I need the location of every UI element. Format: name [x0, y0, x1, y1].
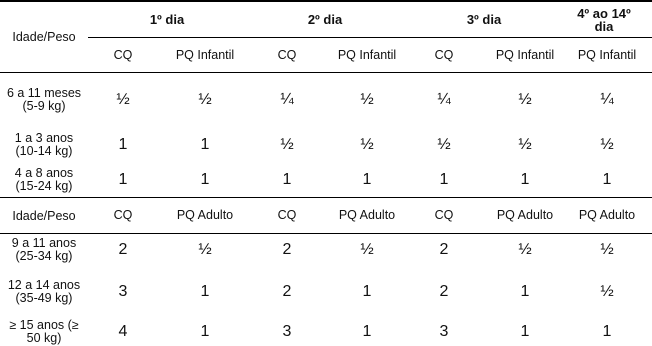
dose-cell: 1 [520, 282, 530, 300]
dose-cell: ½ [198, 240, 212, 258]
age-weight-cell: 1 a 3 anos (10-14 kg) [14, 130, 74, 158]
sub-header-cell: CQ [113, 208, 133, 222]
sub-header-cell: PQ Infantil [175, 47, 235, 62]
sub-header-cell: PQ Infantil [337, 47, 397, 62]
dose-cell: ½ [360, 135, 374, 153]
dose-cell: ¼ [437, 91, 451, 108]
age-weight-cell: 6 a 11 meses (5-9 kg) [6, 86, 82, 113]
dose-cell: 2 [439, 282, 449, 300]
dose-cell: 1 [118, 170, 128, 188]
dose-cell: ½ [198, 91, 212, 108]
sub-header-cell: PQ Adulto [338, 208, 396, 222]
dose-cell: 1 [118, 135, 128, 153]
dose-cell: ½ [518, 91, 532, 108]
dose-cell: 1 [362, 323, 372, 340]
age-weight-cell: 4 a 8 anos (15-24 kg) [14, 165, 74, 193]
dose-cell: ½ [437, 135, 451, 153]
sub-header-cell: CQ [113, 47, 133, 62]
dose-cell: 1 [200, 282, 210, 300]
age-weight-header: Idade/Peso [12, 29, 76, 44]
dose-cell: 4 [118, 323, 128, 340]
sub-header-cell: PQ Adulto [176, 208, 234, 222]
dose-cell: ½ [518, 240, 532, 258]
dose-cell: ½ [518, 135, 532, 153]
dose-cell: 2 [282, 282, 292, 300]
dose-cell: ½ [360, 91, 374, 108]
age-weight-header-2: Idade/Peso [12, 208, 76, 223]
dose-cell: ½ [600, 240, 614, 258]
dose-cell: 3 [439, 323, 449, 340]
dose-cell: 1 [602, 170, 612, 188]
sub-header-cell: CQ [434, 208, 454, 222]
dose-cell: ½ [600, 135, 614, 153]
dose-cell: 3 [118, 282, 128, 300]
day-1-header: 1º dia [149, 12, 185, 27]
age-weight-cell: 12 a 14 anos (35-49 kg) [7, 277, 81, 305]
dose-cell: 1 [520, 323, 530, 340]
dose-cell: 1 [602, 323, 612, 340]
sub-header-cell: PQ Infantil [577, 47, 637, 62]
dose-cell: 3 [282, 323, 292, 340]
sub-header-cell: CQ [434, 47, 454, 62]
dose-cell: 2 [118, 240, 128, 258]
age-weight-cell: ≥ 15 anos (≥ 50 kg) [9, 318, 79, 345]
day-3-header: 3º dia [466, 12, 502, 27]
dose-cell: 1 [282, 170, 292, 188]
dose-cell: 1 [362, 170, 372, 188]
dose-cell: ½ [600, 282, 614, 300]
sub-header-cell: PQ Infantil [495, 47, 555, 62]
sub-header-cell: PQ Adulto [578, 208, 636, 222]
dose-cell: 2 [282, 240, 292, 258]
dose-cell: ¼ [600, 91, 614, 108]
dose-cell: 2 [439, 240, 449, 258]
day-2-header: 2º dia [307, 12, 343, 27]
dose-cell: 1 [362, 282, 372, 300]
dose-cell: 1 [439, 170, 449, 188]
dose-cell: ½ [280, 135, 294, 153]
dose-cell: ½ [116, 91, 130, 108]
sub-header-cell: CQ [277, 47, 297, 62]
day-4-14-header: 4º ao 14º dia [577, 5, 631, 34]
dose-cell: ½ [360, 240, 374, 258]
dose-cell: ¼ [280, 91, 294, 108]
sub-header-cell: CQ [277, 208, 297, 222]
age-weight-cell: 9 a 11 anos (25-34 kg) [11, 235, 77, 263]
dose-cell: 1 [200, 135, 210, 153]
sub-header-cell: PQ Adulto [496, 208, 554, 222]
dose-cell: 1 [200, 323, 210, 340]
dose-cell: 1 [520, 170, 530, 188]
dose-cell: 1 [200, 170, 210, 188]
